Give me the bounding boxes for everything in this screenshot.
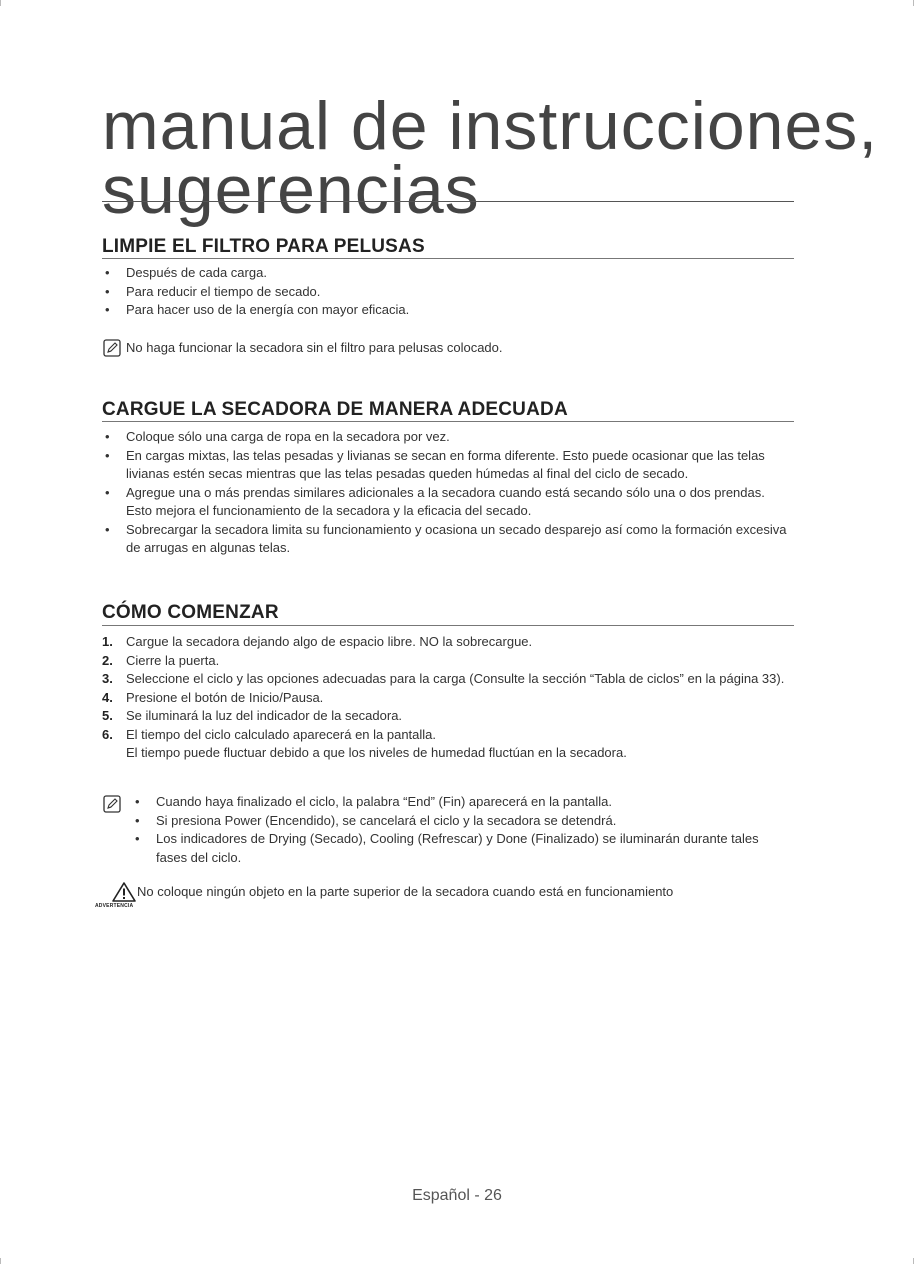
list-item: • Sobrecargar la secadora limita su funcionamiento y ocasiona un secado desparejo así como la formación excesiva de arrugas en algunas telas. — [105, 521, 787, 555]
page-title-line1: manual de instrucciones, — [102, 88, 879, 164]
step-item: 2. Cierre la puerta. — [102, 652, 220, 668]
list-item: • Si presiona Power (Encendido), se cancelará el ciclo y la secadora se detendrá. — [135, 812, 617, 828]
warning-label: ADVERTENCIA — [95, 903, 134, 909]
note-pencil-icon — [103, 795, 121, 813]
note-pencil-icon — [103, 339, 121, 357]
section-divider — [102, 258, 794, 259]
section-divider — [102, 421, 794, 422]
list-item: • Después de cada carga. — [105, 265, 267, 280]
start-steps-list — [102, 633, 792, 763]
step-item: 5. Se iluminará la luz del indicador de la secadora. — [102, 708, 403, 723]
page-title-line2: sugerencias — [102, 152, 480, 228]
list-item: • Cuando haya finalizado el ciclo, la palabra “End” (Fin) aparecerá en la pantalla. — [135, 794, 612, 809]
lint-bullet-list — [102, 264, 792, 320]
warning-text: No coloque ningún objeto en la parte superior de la secadora cuando está en funcionamiento — [137, 884, 674, 899]
step-item: 1. Cargue la secadora dejando algo de espacio libre. NO la sobrecargue. — [102, 634, 533, 649]
title-divider — [102, 201, 794, 202]
list-item: • Para hacer uso de la energía con mayor eficacia. — [105, 302, 410, 317]
warning-triangle-icon — [112, 882, 136, 902]
step-item: 3. Seleccione el ciclo y las opciones adecuadas para la carga (Consulte la sección “Tabla de ciclos” en la página 33). — [102, 671, 785, 686]
list-item: • Para reducir el tiempo de secado. — [105, 283, 321, 299]
list-item: • Coloque sólo una carga de ropa en la secadora por vez. — [105, 429, 450, 444]
section-heading-load-dryer: CARGUE LA SECADORA DE MANERA ADECUADA — [102, 399, 568, 420]
section-divider — [102, 625, 794, 626]
crop-mark — [0, 0, 1, 6]
list-item: • En cargas mixtas, las telas pesadas y livianas se secan en forma diferente. Esto puede ocasionar que las telas livianas estén secas mientras que las telas pesadas queden húmedas al final del ciclo de secado. — [105, 447, 765, 481]
start-notes-list — [132, 793, 792, 867]
page-number-footer: Español - 26 — [412, 1187, 502, 1204]
section-heading-how-to-start: CÓMO COMENZAR — [102, 602, 279, 623]
list-item: • Los indicadores de Drying (Secado), Cooling (Refrescar) y Done (Finalizado) se iluminarán durante tales fases del ciclo. — [135, 831, 759, 865]
step-item: 6. El tiempo del ciclo calculado aparecerá en la pantalla. El tiempo puede fluctuar debido a que los niveles de humedad fluctúan en la secadora. — [102, 726, 627, 760]
crop-mark — [0, 1258, 1, 1264]
lint-note-text: No haga funcionar la secadora sin el filtro para pelusas colocado. — [126, 340, 503, 355]
step-item: 4. Presione el botón de Inicio/Pausa. — [102, 689, 324, 705]
section-heading-lint-filter: LIMPIE EL FILTRO PARA PELUSAS — [102, 236, 425, 257]
list-item: • Agregue una o más prendas similares adicionales a la secadora cuando está secando sólo una o dos prendas. Esto mejora el funcionamiento de la secadora y la eficacia del secado. — [105, 484, 765, 518]
load-bullet-list — [102, 428, 792, 558]
